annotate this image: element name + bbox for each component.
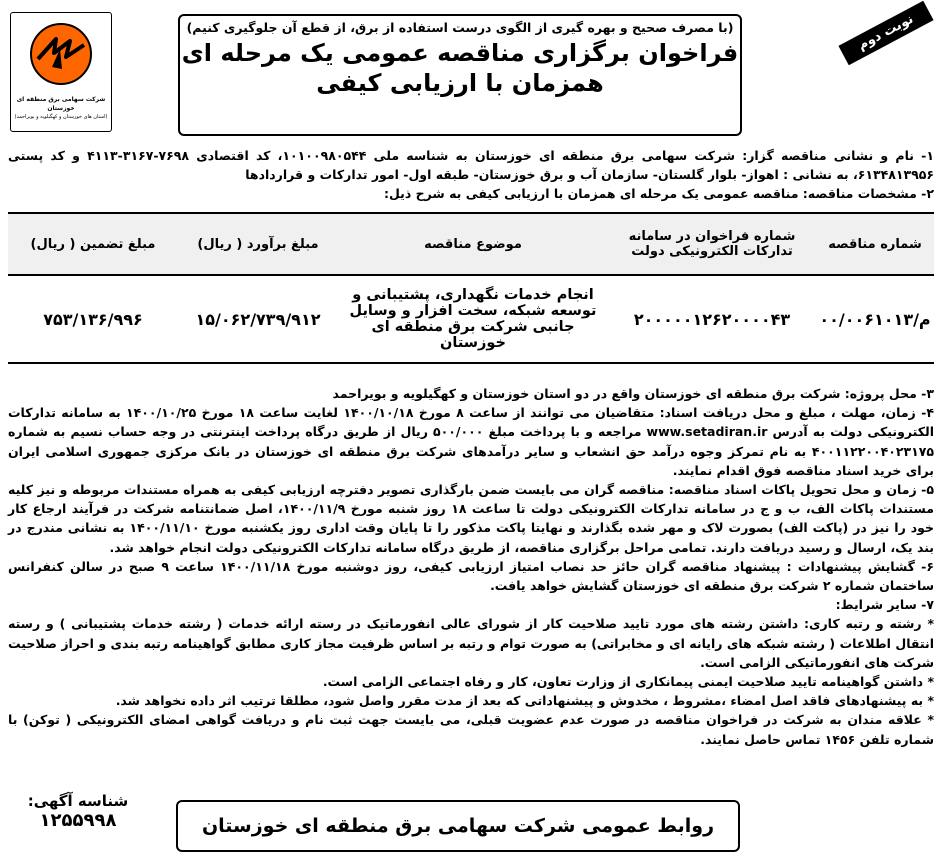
item-1-organizer: ۱- نام و نشانی مناقصه گزار: شرکت سهامی برق منطقه ای خوزستان به شناسه ملی ۱۰۱۰۰۹۸۰۵۴۴، کد اقتصادی ۷۶۹۸-۳۱۶۷-۴۱۱۳ و کد پستی ۶۱۳۴۸۱۳۹۵۶، به نشانی : اهواز- بلوار گلستان- سازمان آب و برق خوزستان- طبقه اول- امور تدارکات و قراردادها (8, 148, 935, 182)
cell-guarantee: ۷۵۳/۱۳۶/۹۹۶ (8, 275, 178, 363)
condition-rank: * رشته و رتبه کاری: داشتن رشته های مورد تایید صلاحیت کار از شورای عالی انفورماتیک در رسته ارائه خدمات ( رشته خدمات پشتیبانی ) و رسته انتقال اطلاعات ( رشته شبکه های رایانه ای و مخابراتی) به صورت توام و رتبه بر اساس ظرفیت مجاز کاری مطابق گواهینامه رتبه بندی و احراز صلاحیت شرکت های انفورماتیکی الزامی است. (8, 616, 934, 670)
header-subject: موضوع مناقصه (338, 213, 608, 275)
second-publication-badge: نوبت دوم (838, 1, 933, 65)
cell-subject: انجام خدمات نگهداری، پشتیبانی و توسعه شبکه، سخت افزار و وسایل جانبی شرکت برق منطقه ای خوزستان (338, 275, 608, 363)
public-relations-footer: روابط عمومی شرکت سهامی برق منطقه ای خوزستان (176, 800, 740, 852)
conditions-section (8, 384, 934, 749)
title-box (178, 14, 742, 136)
ad-identifier (8, 792, 148, 831)
item-3-location: ۳- محل پروژه: شرکت برق منطقه ای خوزستان واقع در دو استان خوزستان و کهگیلویه و بویراحمد (332, 386, 934, 401)
cell-tender-number: م/۰۰/۰۰۶۱۰۱۳ (816, 275, 934, 363)
table-row (8, 275, 934, 363)
condition-invalid-bids: * به پیشنهادهای فاقد اصل امضاء ،مشروط ، مخدوش و پیشنهاداتی که بعد از مدت مقرر واصل شود، مطلقا ترتیب اثر داده نخواهد شد. (115, 693, 934, 709)
header (0, 0, 942, 140)
header-guarantee: مبلغ تضمین ( ریال) (8, 213, 178, 275)
table-header-row (8, 213, 934, 275)
item-7-other: ۷- سایر شرایط: (835, 597, 934, 613)
slogan: (با مصرف صحیح و بهره گیری از الگوی درست استفاده از برق، از قطع آن جلوگیری کنیم) (186, 20, 734, 35)
logo-company-name: شرکت سهامی برق منطقه ای خوزستان (16, 96, 106, 112)
header-call-number: شماره فراخوان در سامانه تدارکات الکترونیکی دولت (608, 213, 816, 275)
header-estimate: مبلغ برآورد ( ریال) (178, 213, 338, 275)
ad-id-number: ۱۲۵۵۹۹۸ (39, 810, 117, 831)
page-title: فراخوان برگزاری مناقصه عمومی یک مرحله ای (181, 39, 739, 67)
condition-safety: * داشتن گواهینامه تایید صلاحیت ایمنی پیمانکاری از وزارت تعاون، کار و رفاه اجتماعی الزامی است. (322, 674, 934, 690)
lightning-logo-icon (26, 19, 96, 89)
ad-id-label: شناسه آگهی: (27, 792, 129, 810)
condition-token: * علاقه مندان به شرکت در فراخوان مناقصه در صورت عدم عضویت قبلی، می بایست جهت ثبت نام و دریافت گواهی امضای الکترونیکی ( توکن) با شماره تلفن ۱۴۵۶ تماس حاصل نمایند. (8, 712, 934, 747)
item-4-documents: ۴- زمان، مهلت ، مبلغ و محل دریافت اسناد: متقاضیان می توانند از ساعت ۸ مورخ ۱۴۰۰/۱۰/۱۸ لغایت ساعت ۱۸ مورخ ۱۴۰۰/۱۰/۲۵ به سامانه تدارکات الکترونیکی دولت به آدرس www.setadiran.ir مراجعه و با پرداخت مبلغ ۵۰۰/۰۰۰ ریال از طریق درگاه پرداخت اینترنتی در وجه حساب نسیم به شماره ۴۰۰۱۱۲۲۰۰۴۰۲۳۱۷۵ به نام تمرکز وجوه درآمد حق انشعاب و سایر درآمدهای شرکت برق منطقه ای خوزستان در بانک مرکزی جمهوری اسلامی ایران برای خرید اسناد مناقصه فوق اقدام نمایند. (8, 405, 934, 478)
item-2-specs: ۲- مشخصات مناقصه: مناقصه عمومی یک مرحله ای همزمان با ارزیابی کیفی به شرح ذیل: (384, 186, 934, 201)
header-tender-number: شماره مناقصه (816, 213, 934, 275)
company-logo (10, 12, 112, 132)
item-6-opening: ۶- گشایش پیشنهادات : پیشنهاد مناقصه گران حائز حد نصاب امتیاز ارزیابی کیفی، روز دوشنبه مورخ ۱۴۰۰/۱۱/۱۸ ساعت ۹ صبح در سالن کنفرانس ساختمان شماره ۲ شرکت برق منطقه ای خوزستان گشایش خواهد یافت. (8, 558, 934, 594)
cell-estimate: ۱۵/۰۶۲/۷۳۹/۹۱۲ (178, 275, 338, 363)
item-5-submission: ۵- زمان و محل تحویل پاکات اسناد مناقصه: مناقصه گران می بایست ضمن بارگذاری تصویر دفترچه ارزیابی کیفی به همراه مستندات مربوطه و نیز کلیه مستندات پاکات الف، ب و ج در سامانه تدارکات الکترونیکی دولت تا ساعت ۱۸ روز شنبه مورخ ۱۴۰۰/۱۱/۹، اصل ضمانتنامه شرکت در فرآیند ارجاع کار خود را نیز در (پاکت الف) بصورت لاک و مهر شده بگذارند و نهایتا پاکت مذکور را تا پایان وقت اداری روز یکشنبه مورخ ۱۴۰۰/۱۱/۱۰ به نشانی مندرج در بند یک، ارسال و رسید دریافت دارند. تمامی مراحل برگزاری مناقصه، از طریق درگاه سامانه تدارکات الکترونیکی دولت انجام خواهد شد. (8, 482, 934, 555)
cell-call-number: ۲۰۰۰۰۰۱۲۶۲۰۰۰۰۴۳ (608, 275, 816, 363)
page-subtitle: همزمان با ارزیابی کیفی (316, 69, 604, 97)
logo-provinces: (استان های خوزستان و کهگیلویه و بویراحمد) (14, 114, 108, 120)
intro-section (8, 146, 934, 203)
tender-table (8, 212, 934, 364)
